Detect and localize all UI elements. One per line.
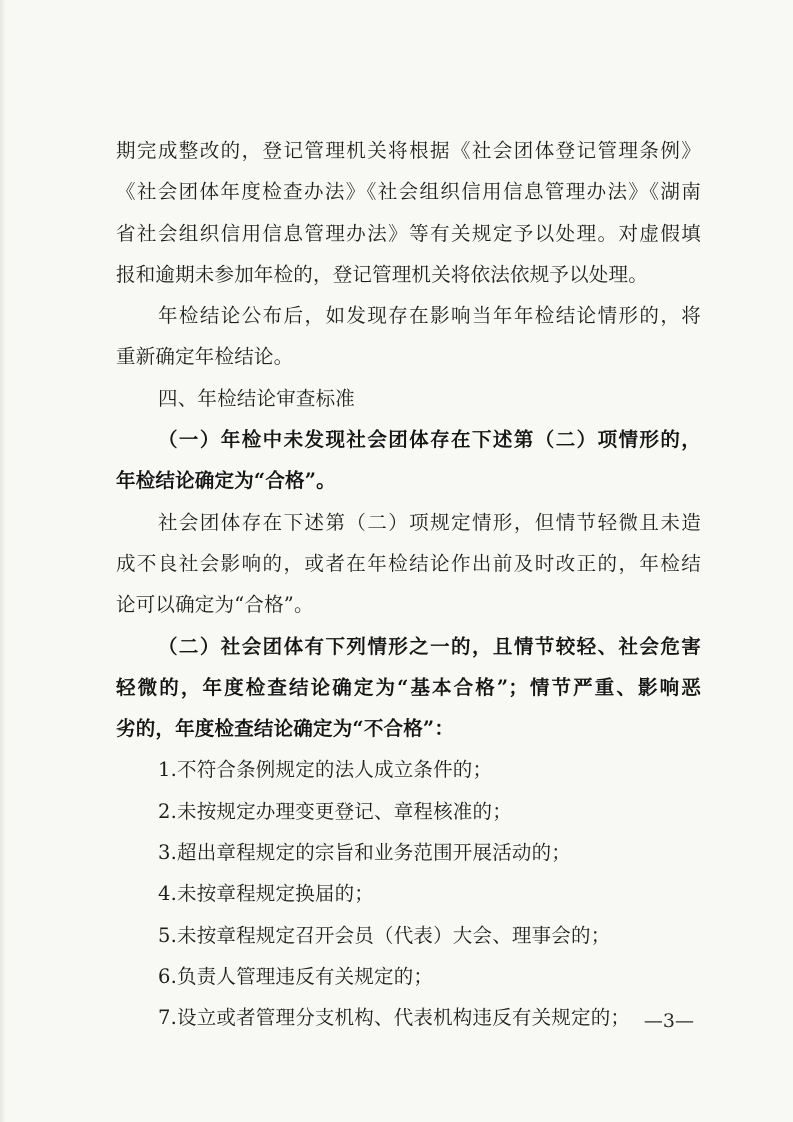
section-heading: 四、年检结论审查标准: [158, 386, 356, 410]
paragraph-line: 论可以确定为“合格”。: [116, 593, 314, 617]
paragraph-line: 报和逾期未参加年检的，登记管理机关将依法依规予以处理。: [116, 262, 648, 286]
list-item: 1.不符合条例规定的法人成立条件的；: [158, 758, 493, 782]
list-item: 7.设立或者管理分支机构、代表机构违反有关规定的；: [158, 1006, 631, 1030]
list-item: 3.超出章程规定的宗旨和业务范围开展活动的；: [158, 841, 572, 865]
list-item: 6.负责人管理违反有关规定的；: [158, 964, 434, 988]
list-item: 5.未按章程规定召开会员（代表）大会、理事会的；: [158, 923, 611, 947]
paragraph-line: 省社会组织信用信息管理办法》等有关规定予以处理。对虚假填: [116, 221, 701, 245]
list-item: 2.未按规定办理变更登记、章程核准的；: [158, 799, 512, 823]
bold-paragraph-line: （二）社会团体有下列情形之一的，且情节较轻、社会危害: [158, 634, 701, 658]
scan-edge-shadow: [0, 0, 6, 1122]
list-item: 4.未按章程规定换届的；: [158, 882, 375, 906]
bold-paragraph-line: 年检结论确定为“合格”。: [116, 469, 336, 493]
bold-paragraph-line: 轻微的，年度检查结论确定为“基本合格”；情节严重、影响恶: [116, 675, 701, 699]
paragraph-line: 年检结论公布后，如发现存在影响当年年检结论情形的，将: [158, 304, 701, 328]
paragraph-line: 《社会团体年度检查办法》《社会组织信用信息管理办法》《湖南: [116, 180, 701, 204]
paragraph-line: 重新确定年检结论。: [116, 345, 294, 369]
page-number: —3—: [643, 1010, 694, 1032]
bold-paragraph-line: （一）年检中未发现社会团体存在下述第（二）项情形的，: [158, 428, 701, 452]
bold-paragraph-line: 劣的，年度检查结论确定为“不合格”：: [116, 717, 455, 741]
paragraph-line: 社会团体存在下述第（二）项规定情形，但情节轻微且未造: [158, 510, 701, 534]
paragraph-line: 成不良社会影响的，或者在年检结论作出前及时改正的，年检结: [116, 551, 701, 575]
document-body: [116, 130, 701, 1039]
paragraph-line: 期完成整改的，登记管理机关将根据《社会团体登记管理条例》: [116, 139, 701, 162]
